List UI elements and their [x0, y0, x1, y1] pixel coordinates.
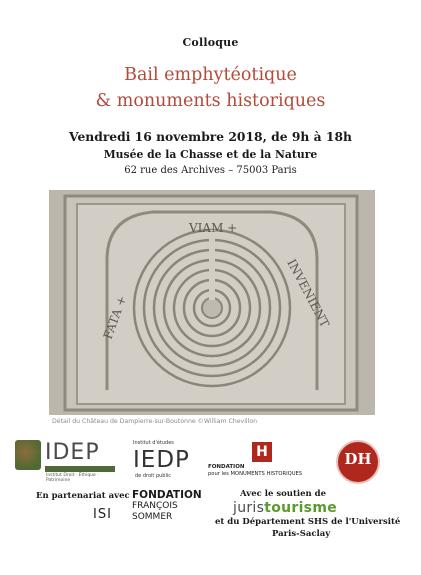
fondation-sommer-logo — [132, 489, 202, 523]
fondation-h-icon: H — [252, 442, 272, 462]
photo-caption: Détail du Château de Dampierre-sur-Boutonne ©William Chevillon — [52, 418, 258, 425]
department-line-2: Paris-Saclay — [272, 529, 331, 539]
idep-logo — [15, 440, 115, 483]
department-line-1: et du Département SHS de l'Université — [215, 517, 401, 527]
iedp-label-bottom: de droit public — [135, 473, 172, 479]
sommer-label-mid: FRANÇOIS — [132, 501, 178, 511]
event-date: Vendredi 16 novembre 2018, de 9h à 18h — [69, 129, 352, 144]
fondation-sublabel: pour les MONUMENTS HISTORIQUES — [208, 471, 303, 477]
iedp-wordmark: IEDP — [133, 447, 190, 473]
juristourisme-logo — [233, 500, 337, 516]
idep-emblem — [15, 440, 41, 470]
labyrinth-stone-relief — [49, 190, 375, 415]
isi-logo: ISI — [93, 507, 112, 522]
idep-wordmark: IDEP — [45, 440, 100, 465]
iedp-label-top: Institut d'études — [133, 440, 174, 446]
partner-label: En partenariat avec — [36, 491, 130, 501]
fondation-monuments-logo — [208, 442, 323, 478]
support-label: Avec le soutien de — [240, 489, 327, 499]
idep-bar — [45, 466, 115, 472]
inscription-top: VIAM + — [189, 221, 238, 235]
sommer-label-bottom: SOMMER — [132, 512, 173, 522]
inscription-right: INVENIENT — [284, 256, 333, 330]
fondation-label: FONDATION — [208, 464, 245, 470]
idep-subtitle: Institut Droit · Éthique · Patrimoine — [46, 473, 99, 483]
inscription-left: FATA + — [100, 293, 130, 342]
tourisme-word: tourisme — [264, 500, 337, 516]
sommer-label-top: FONDATION — [132, 489, 202, 501]
iedp-logo — [133, 440, 203, 480]
event-type: Colloque — [182, 36, 239, 49]
event-address: 62 rue des Archives – 75003 Paris — [124, 165, 297, 176]
title-line-1: Bail emphytéotique — [124, 65, 297, 85]
demeure-historique-logo — [336, 440, 380, 484]
demeure-monogram: DH — [344, 450, 372, 468]
title-line-2: & monuments historiques — [95, 91, 326, 111]
juris-word: juris — [233, 500, 265, 516]
event-venue: Musée de la Chasse et de la Nature — [103, 148, 318, 161]
labyrinth-photo — [49, 190, 375, 415]
